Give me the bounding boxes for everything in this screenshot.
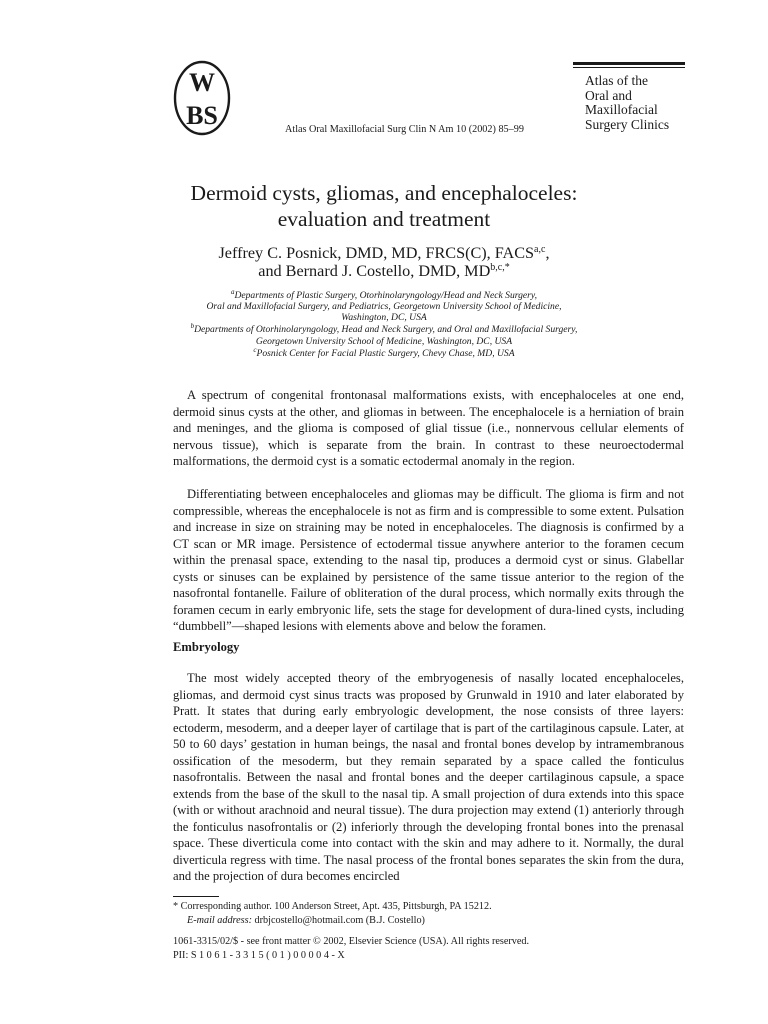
affiliation-text: Departments of Plastic Surgery, Otorhinolaryngology/Head and Neck Surgery,	[234, 290, 538, 301]
article-title-line-2: evaluation and treatment	[277, 207, 491, 231]
journal-name-box	[573, 62, 685, 132]
authors-line-2	[0, 262, 768, 281]
authors-line-1-comma: ,	[545, 244, 550, 262]
affiliation-text: Washington, DC, USA	[341, 312, 427, 323]
affiliation-line	[0, 348, 768, 359]
copyright-block	[173, 935, 529, 962]
journal-name: Atlas of the Oral and Maxillofacial Surgery Clinics	[585, 73, 670, 132]
author-costello-affiliation-marks: b,c,*	[490, 262, 510, 273]
embryology-section	[173, 670, 684, 885]
author-costello: and Bernard J. Costello, DMD, MD	[258, 262, 491, 280]
affiliation-text: Departments of Otorhinolaryngology, Head and Neck Surgery, and Oral and Maxillofacial Surgery,	[194, 324, 578, 335]
affiliation-text: Posnick Center for Facial Plastic Surgery, Chevy Chase, MD, USA	[256, 348, 515, 359]
intro-paragraph-2: Differentiating between encephaloceles and gliomas may be difficult. The glioma is firm and not compressible, whereas the encephalocele is not as firm and is compressible to some extent. Pulsation and increase in size on straining may be noted in encephaloceles. The diagnosis is confirmed by a CT scan or MR image. Persistence of ectodermal tissue anywhere anterior to the foramen cecum within the prenasal space, extending to the nasal tip, produces a dermoid cyst or sinus. Glabellar cysts or sinuses can be explained by persistence of the same tissue anterior to the region of the nasofrontal fontanelle. Failure of obliteration of the dural process, which normally exits through the foramen cecum in early embryonic life, sets the stage for development of dura-lined cysts, including “dumbbell”—shaped lesions with elements above and below the foramen.	[173, 487, 684, 633]
authors-line-1	[0, 244, 768, 263]
affiliation-line	[0, 301, 768, 312]
copyright-line: 1061-3315/02/$ - see front matter © 2002, Elsevier Science (USA). All rights reserved.	[173, 936, 530, 947]
journal-citation: Atlas Oral Maxillofacial Surg Clin N Am 10 (2002) 85–99	[285, 124, 524, 135]
affiliation-mark: a	[230, 288, 235, 296]
svg-text:W: W	[189, 68, 215, 97]
affiliation-mark: b	[190, 322, 195, 330]
publisher-logo	[173, 60, 231, 136]
affiliation-line	[0, 324, 768, 335]
pii-line: PII: S 1 0 6 1 - 3 3 1 5 ( 0 1 ) 0 0 0 0 4 - X	[173, 949, 345, 961]
email-label: E-mail address:	[187, 914, 252, 926]
footnote	[173, 900, 492, 927]
email-value: drbjcostello@hotmail.com (B.J. Costello)	[252, 914, 425, 926]
affiliation-text: Oral and Maxillofacial Surgery, and Pediatrics, Georgetown University School of Medicine,	[206, 301, 562, 312]
corresponding-author-note: * Corresponding author. 100 Anderson Street, Apt. 435, Pittsburgh, PA 15212.	[173, 901, 492, 912]
affiliation-mark: c	[253, 346, 257, 354]
svg-text:BS: BS	[186, 101, 218, 130]
affiliation-line	[0, 312, 768, 323]
affiliation-text: Georgetown University School of Medicine, Washington, DC, USA	[255, 336, 513, 347]
footnote-divider	[173, 896, 219, 897]
intro-paragraph-1: A spectrum of congenital frontonasal malformations exists, with encephaloceles at one end, dermoid sinus cysts at the other, and gliomas in between. The encephalocele is a herniation of brain and meninges, and the glioma is composed of glial tissue (i.e., nonnervous cellular elements of nervous tissue), which is separate from the brain. In contrast to these neuroectodermal malformations, the dermoid cyst is a somatic ectodermal anomaly in the region.	[173, 388, 684, 468]
email-line	[173, 914, 492, 928]
author-posnick: Jeffrey C. Posnick, DMD, MD, FRCS(C), FACS	[218, 244, 535, 262]
intro-section-2	[173, 486, 684, 635]
section-heading-embryology: Embryology	[173, 640, 240, 654]
affiliation-line	[0, 336, 768, 347]
affiliation-line	[0, 290, 768, 301]
intro-section	[173, 387, 684, 470]
journal-rule-thick	[573, 62, 685, 65]
author-posnick-affiliation-marks: a,c	[534, 244, 546, 255]
embryology-paragraph-1: The most widely accepted theory of the embryogenesis of nasally located encephaloceles, gliomas, and dermoid cyst sinus tracts was proposed by Grunwald in 1910 and later elaborated by Pratt. It states that during early embryologic development, the nose consists of three layers: ectoderm, mesoderm, and a deeper layer of cartilage that is part of the cartilaginous capsule. Later, at 50 to 60 days’ gestation in human beings, the nasal and frontal bones develop by intramembranous ossification of the mesoderm, but they remain separated by a space called the fonticulus nasofrontalis. Between the nasal and frontal bones and the deeper cartilaginous capsule, a space extends from the base of the skull to the nasal tip. A small projection of dura extends into this space (with or without arachnoid and neural tissue). The dura projection may extend (1) anteriorly through the fonticulus nasofrontalis or (2) inferiorly through the developing frontal bones into the prenasal space. These diverticula come into contact with the skin and may adhere to it. Normally, the dural diverticula regress with time. The nasal process of the frontal bones separates the skin from the dura, and the projection of dura becomes encircled	[173, 671, 684, 883]
article-title-line-1: Dermoid cysts, gliomas, and encephaloceles:	[190, 181, 578, 205]
